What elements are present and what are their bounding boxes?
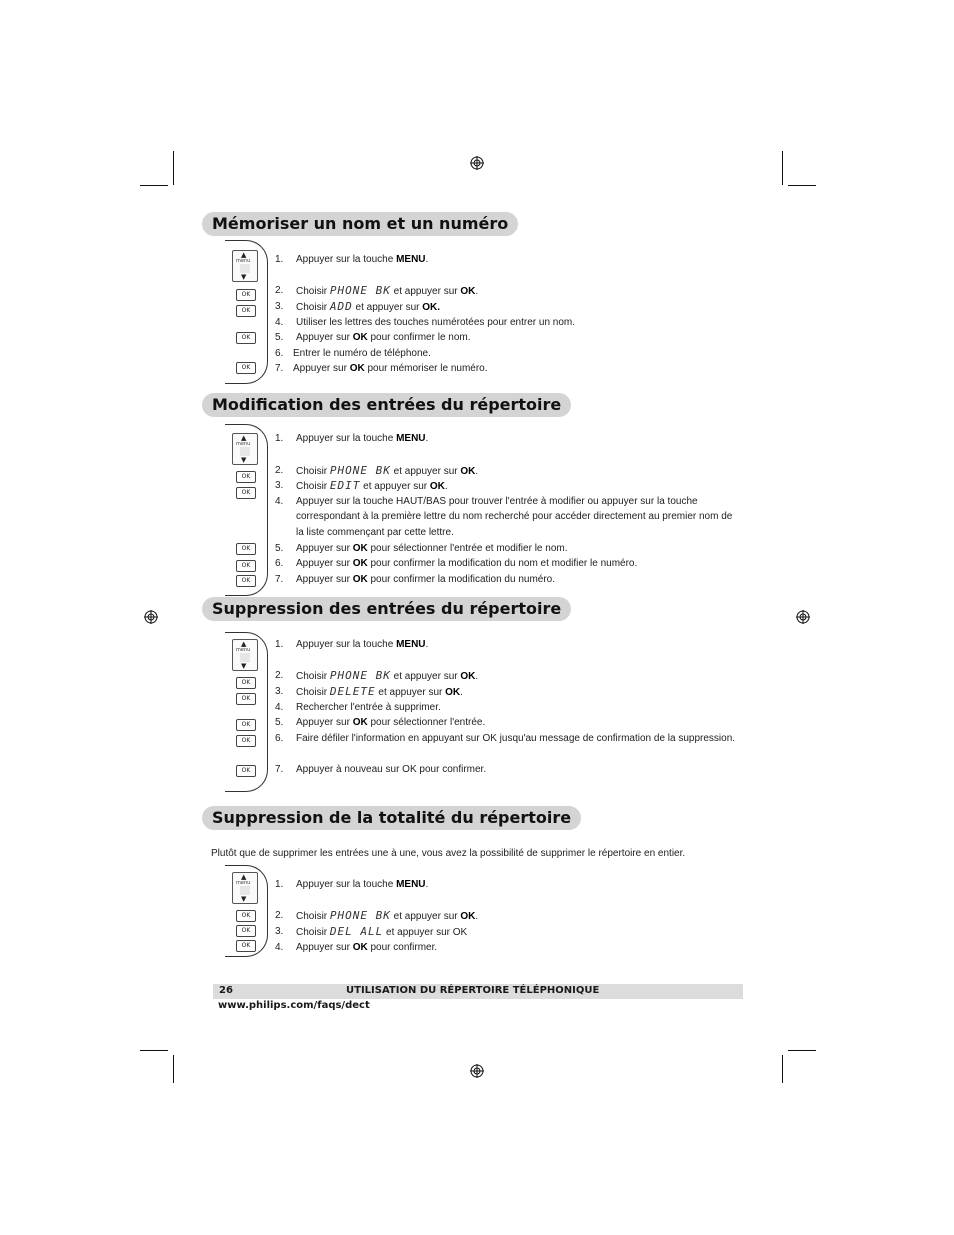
ok-key-illustration: OK bbox=[236, 940, 256, 952]
ok-key-illustration: OK bbox=[236, 910, 256, 922]
ok-key-illustration: OK bbox=[236, 719, 256, 731]
lcd-display-text: DELETE bbox=[329, 685, 376, 698]
section-title: Suppression de la totalité du répertoire bbox=[202, 806, 581, 830]
section-title: Modification des entrées du répertoire bbox=[202, 393, 571, 417]
crop-mark bbox=[140, 1050, 168, 1051]
ok-key-illustration: OK bbox=[236, 332, 256, 344]
menu-key-label: menu bbox=[236, 441, 251, 447]
chapter-title: UTILISATION DU RÉPERTOIRE TÉLÉPHONIQUE bbox=[346, 985, 600, 996]
menu-key-label: menu bbox=[236, 880, 251, 886]
support-url: www.philips.com/faqs/dect bbox=[218, 1000, 370, 1011]
menu-key-center bbox=[240, 447, 250, 456]
ok-key-illustration: OK bbox=[236, 765, 256, 777]
crop-mark bbox=[140, 185, 168, 186]
ok-key-illustration: OK bbox=[236, 925, 256, 937]
lcd-display-text: PHONE BK bbox=[329, 909, 391, 922]
ok-key-illustration: OK bbox=[236, 487, 256, 499]
lcd-display-text: PHONE BK bbox=[329, 284, 391, 297]
registration-mark-icon bbox=[796, 610, 810, 624]
down-arrow-icon: ▼ bbox=[241, 662, 247, 670]
section-title: Suppression des entrées du répertoire bbox=[202, 597, 571, 621]
ok-key-illustration: OK bbox=[236, 362, 256, 374]
up-arrow-icon: ▲ bbox=[241, 251, 247, 259]
down-arrow-icon: ▼ bbox=[241, 273, 247, 281]
menu-key-label: menu bbox=[236, 647, 251, 653]
crop-mark bbox=[782, 1055, 783, 1083]
menu-key-center bbox=[240, 653, 250, 662]
crop-mark bbox=[788, 185, 816, 186]
registration-mark-icon bbox=[470, 156, 484, 170]
up-arrow-icon: ▲ bbox=[241, 434, 247, 442]
page-number: 26 bbox=[219, 985, 233, 996]
ok-key-illustration: OK bbox=[236, 575, 256, 587]
up-arrow-icon: ▲ bbox=[241, 640, 247, 648]
menu-key-center bbox=[240, 886, 250, 895]
ok-key-illustration: OK bbox=[236, 560, 256, 572]
ok-key-illustration: OK bbox=[236, 543, 256, 555]
lcd-display-text: ADD bbox=[329, 300, 353, 313]
crop-mark bbox=[173, 151, 174, 185]
crop-mark bbox=[788, 1050, 816, 1051]
up-arrow-icon: ▲ bbox=[241, 873, 247, 881]
lcd-display-text: EDIT bbox=[329, 479, 361, 492]
ok-key-illustration: OK bbox=[236, 289, 256, 301]
ok-key-illustration: OK bbox=[236, 471, 256, 483]
lcd-display-text: PHONE BK bbox=[329, 464, 391, 477]
ok-key-illustration: OK bbox=[236, 305, 256, 317]
menu-key-illustration bbox=[232, 639, 258, 671]
lcd-display-text: PHONE BK bbox=[329, 669, 391, 682]
menu-key-center bbox=[240, 264, 250, 273]
lcd-display-text: DEL ALL bbox=[329, 925, 384, 938]
intro-paragraph: Plutôt que de supprimer les entrées une à une, vous avez la possibilité de supprimer le répertoire en entier. bbox=[211, 848, 686, 859]
menu-key-label: menu bbox=[236, 258, 251, 264]
ok-key-illustration: OK bbox=[236, 677, 256, 689]
menu-key-illustration bbox=[232, 433, 258, 465]
menu-key-illustration bbox=[232, 250, 258, 282]
ok-key-illustration: OK bbox=[236, 735, 256, 747]
menu-key-illustration bbox=[232, 872, 258, 904]
crop-mark bbox=[173, 1055, 174, 1083]
crop-mark bbox=[782, 151, 783, 185]
ok-key-illustration: OK bbox=[236, 693, 256, 705]
registration-mark-icon bbox=[144, 610, 158, 624]
registration-mark-icon bbox=[470, 1064, 484, 1078]
down-arrow-icon: ▼ bbox=[241, 895, 247, 903]
down-arrow-icon: ▼ bbox=[241, 456, 247, 464]
section-title: Mémoriser un nom et un numéro bbox=[202, 212, 518, 236]
